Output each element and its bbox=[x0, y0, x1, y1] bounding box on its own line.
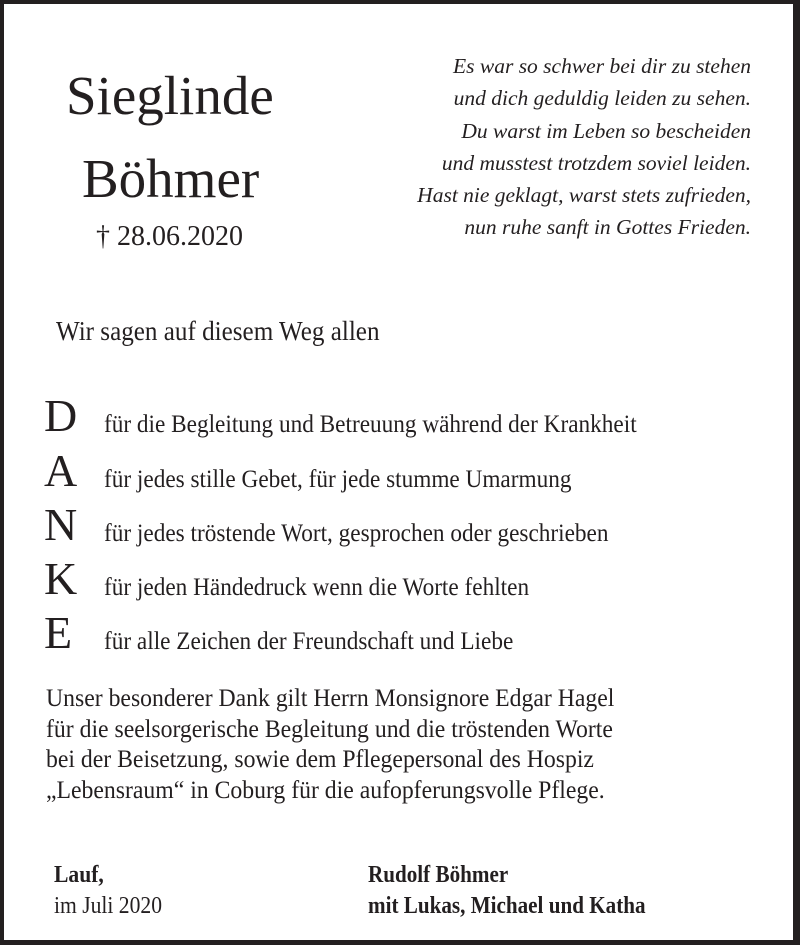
signature-primary: Rudolf Böhmer bbox=[368, 862, 509, 888]
poem-line: und musstest trotzdem soviel leiden. bbox=[441, 150, 751, 175]
danke-letter: E bbox=[44, 607, 73, 658]
danke-letter: A bbox=[44, 445, 78, 496]
danke-row bbox=[44, 439, 800, 494]
danke-text: für jedes tröstende Wort, gesprochen oder geschrieben bbox=[104, 520, 609, 547]
death-date: † 28.06.2020 bbox=[96, 221, 243, 252]
danke-text: für alle Zeichen der Freundschaft und Liebe bbox=[104, 628, 514, 655]
poem bbox=[417, 50, 751, 244]
danke-letter: K bbox=[44, 553, 78, 604]
special-thanks-paragraph bbox=[46, 683, 614, 805]
special-thanks-line: für die seelsorgerische Begleitung und die tröstenden Worte bbox=[46, 713, 613, 743]
danke-row bbox=[44, 601, 800, 656]
special-thanks-line: Unser besonderer Dank gilt Herrn Monsignore Edgar Hagel bbox=[46, 683, 615, 712]
danke-row bbox=[44, 547, 800, 602]
signature-family: mit Lukas, Michael und Katha bbox=[368, 893, 646, 919]
poem-line: Du warst im Leben so bescheiden bbox=[461, 118, 751, 143]
footer-place: Lauf, bbox=[54, 862, 104, 888]
thanks-intro: Wir sagen auf diesem Weg allen bbox=[56, 316, 380, 346]
danke-row bbox=[44, 493, 800, 548]
deceased-last-name: Böhmer bbox=[82, 148, 260, 209]
deceased-first-name: Sieglinde bbox=[66, 65, 274, 126]
poem-line: nun ruhe sanft in Gottes Frieden. bbox=[464, 215, 751, 240]
poem-line: Hast nie geklagt, warst stets zufrieden, bbox=[417, 183, 751, 208]
special-thanks-line: bei der Beisetzung, sowie dem Pflegepersonal des Hospiz bbox=[46, 744, 594, 773]
danke-letter: D bbox=[44, 390, 78, 441]
special-thanks-line: „Lebensraum“ in Coburg für die aufopferungsvolle Pflege. bbox=[46, 774, 605, 804]
poem-line: Es war so schwer bei dir zu stehen bbox=[452, 54, 751, 78]
danke-text: für die Begleitung und Betreuung während der Krankheit bbox=[104, 411, 637, 438]
footer-date: im Juli 2020 bbox=[54, 893, 163, 919]
danke-text: für jeden Händedruck wenn die Worte fehlten bbox=[104, 574, 530, 601]
poem-line: und dich geduldig leiden zu sehen. bbox=[453, 86, 751, 111]
danke-letter: N bbox=[44, 499, 78, 550]
danke-text: für jedes stille Gebet, für jede stumme Umarmung bbox=[104, 466, 572, 493]
danke-row bbox=[44, 384, 800, 439]
